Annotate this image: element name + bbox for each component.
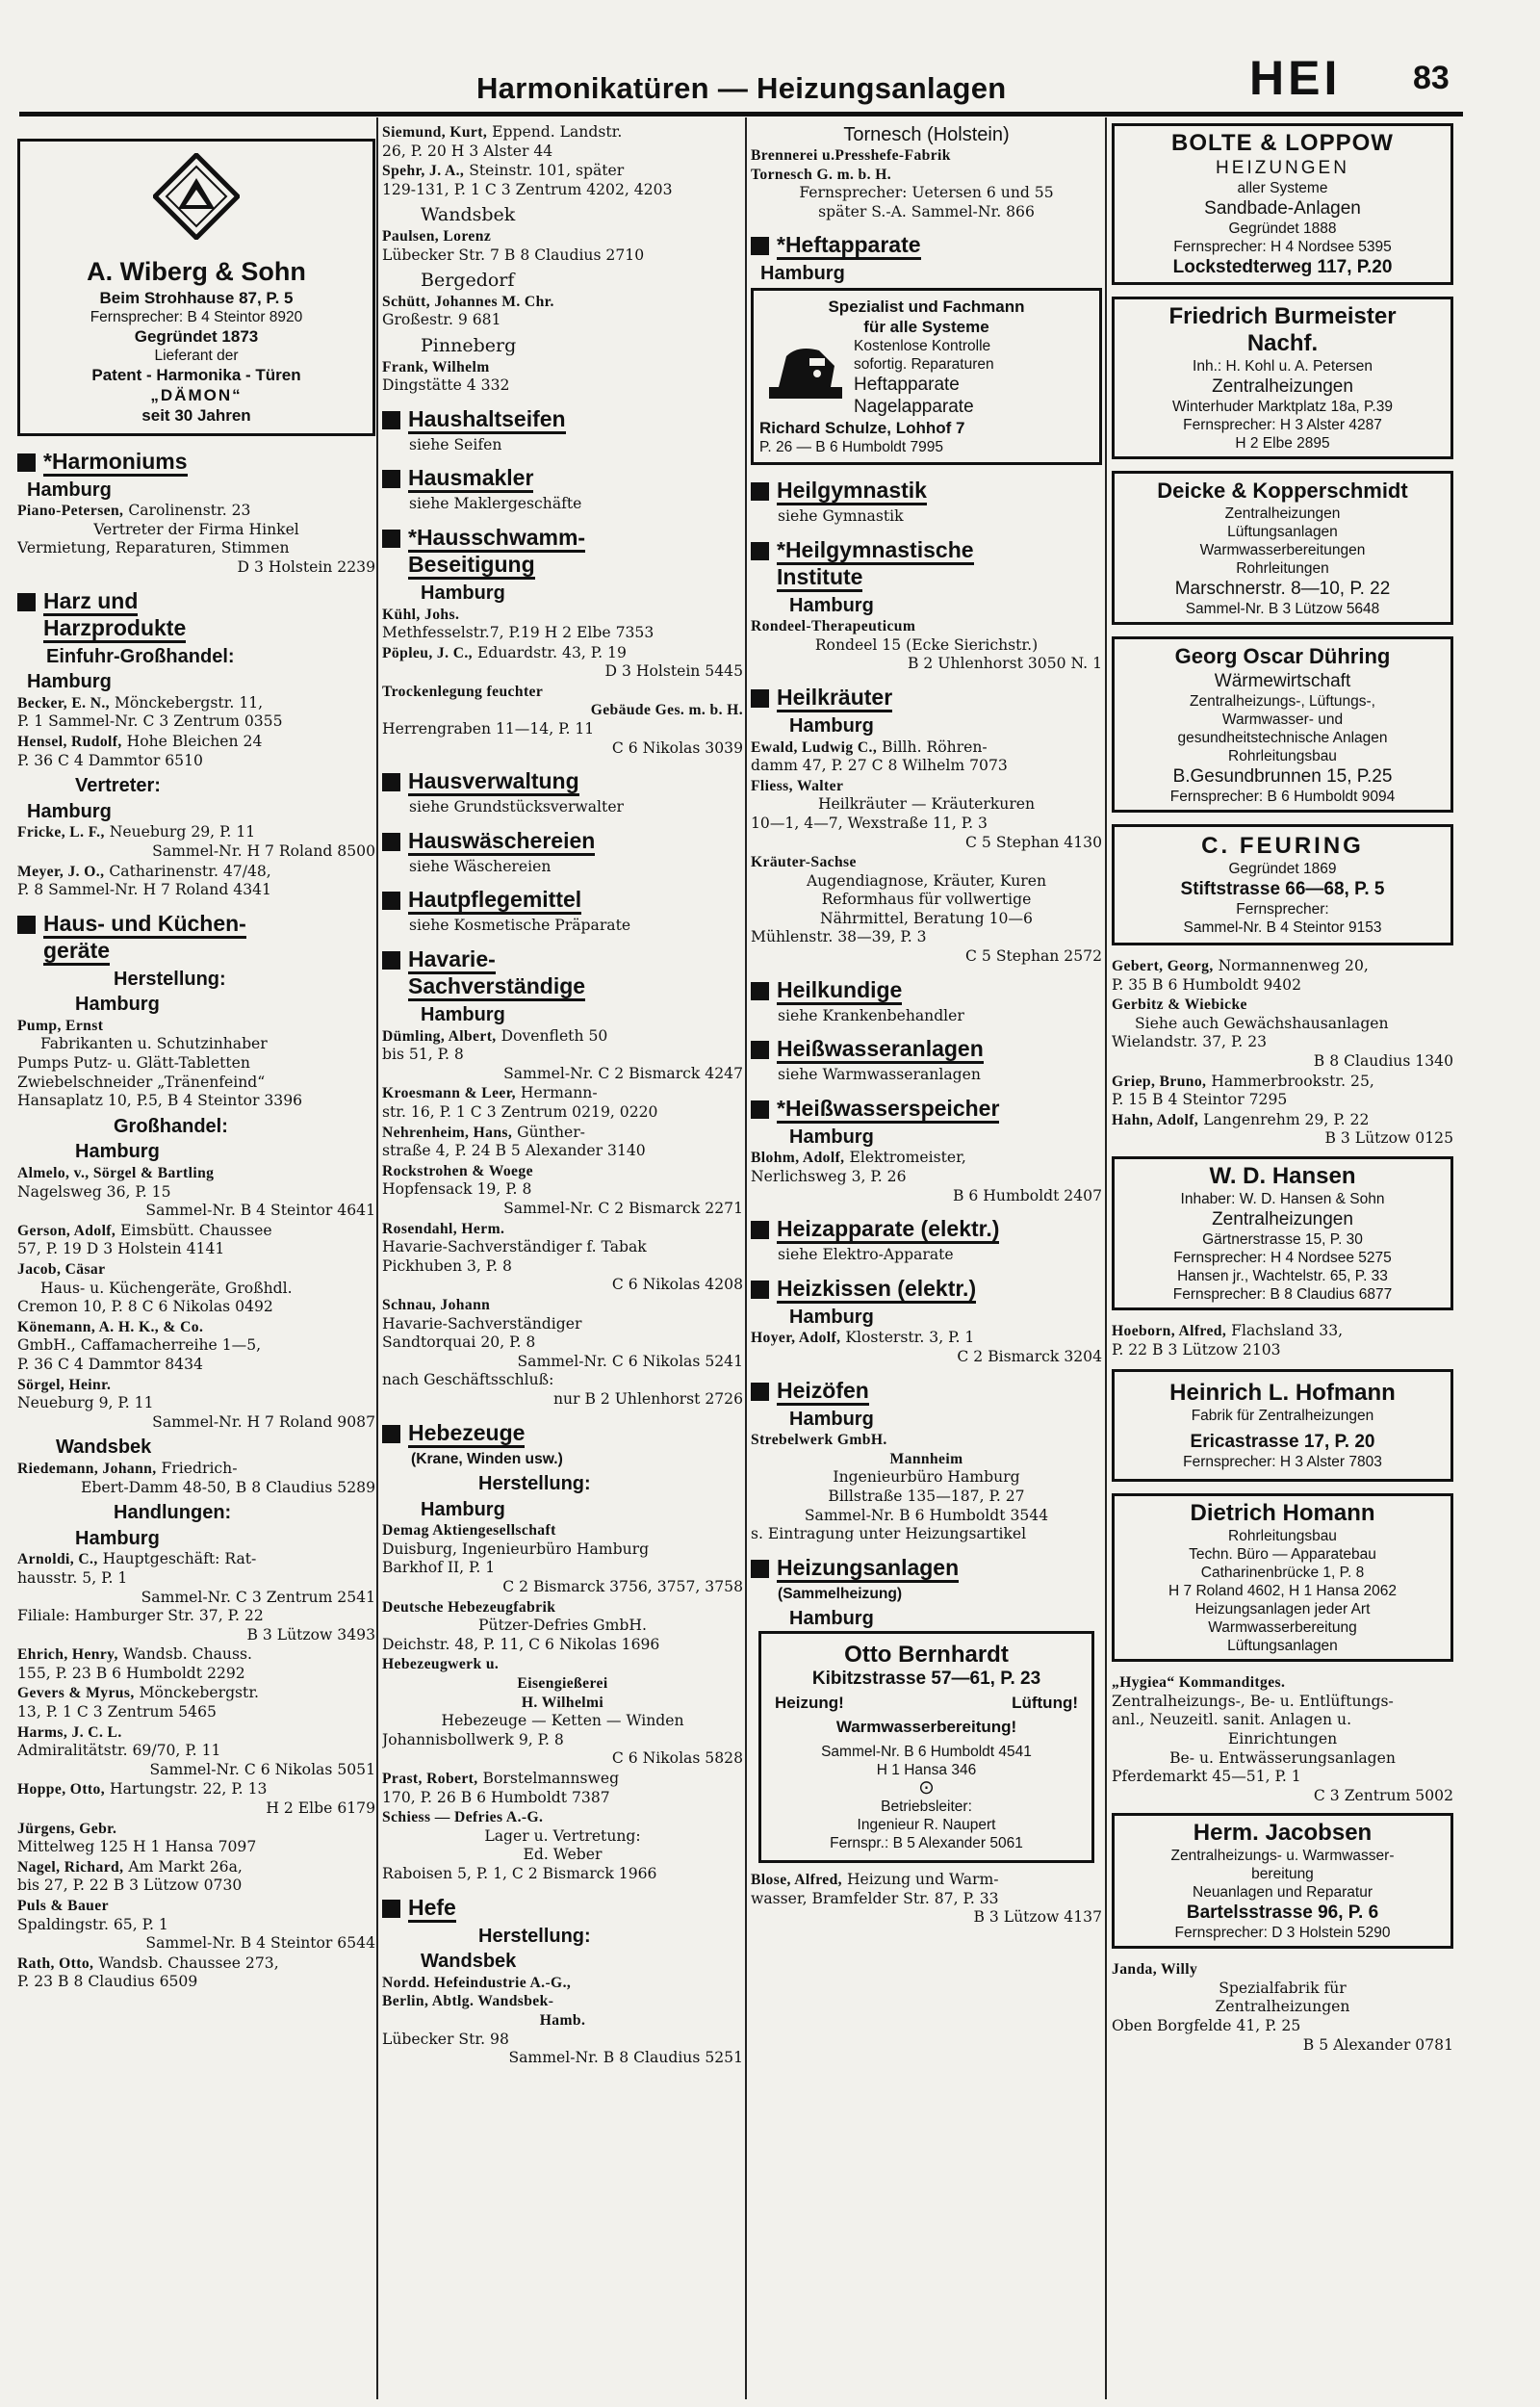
category-hebezeuge: Hebezeuge	[382, 1419, 743, 1446]
bernhardt-ad: Otto Bernhardt Kibitzstrasse 57—61, P. 23 Heizung! Lüftung! Warmwasserbereitung! Sammel-Nr. B 6 Humboldt 4541 H 1 Hansa 346 ⊙ Betriebsleiter: Ingenieur R. Naupert Fernspr.: B 5 Alexander 5061	[758, 1631, 1094, 1863]
category-hautpflegemittel: Hautpflegemittel	[382, 886, 743, 913]
category-heizungsanlagen: Heizungsanlagen	[751, 1554, 1102, 1581]
list-item: Nehrenheim, Hans, Günther- straße 4, P. 24 B 5 Alexander 3140	[382, 1123, 646, 1160]
list-item: Pöpleu, J. C., Eduardstr. 43, P. 19 D 3 Holstein 5445	[382, 643, 743, 681]
list-item: Strebelwerk GmbH. Mannheim Ingenieurbüro Hamburg Billstraße 135—187, P. 27 Sammel-Nr. B 6 Humboldt 3544 s. Eintragung unter Heizungsartikel	[751, 1432, 1049, 1543]
category-hausverwaltung: Hausverwaltung	[382, 767, 743, 794]
category-harz: Harz und Harzprodukte	[17, 587, 375, 641]
category-heilkraeuter: Heilkräuter	[751, 684, 1102, 711]
list-item: Puls & Bauer Spaldingstr. 65, P. 1 Sammel-Nr. B 4 Steintor 6544	[17, 1898, 375, 1953]
list-item: Hoyer, Adolf, Klosterstr. 3, P. 1 C 2 Bismarck 3204	[751, 1329, 1102, 1365]
list-item: Meyer, J. O., Catharinenstr. 47/48, P. 8 Sammel-Nr. H 7 Roland 4341	[17, 862, 271, 899]
list-item: Gerson, Adolf, Eimsbütt. Chaussee 57, P. 19 D 3 Holstein 4141	[17, 1221, 272, 1258]
category-haushaltseifen: Haushaltseifen	[382, 405, 743, 432]
list-item: Kräuter-Sachse Augendiagnose, Kräuter, Kuren Reformhaus für vollwertige Nährmittel, Beratung 10—6 Mühlenstr. 38—39, P. 3 C 5 Stephan 2572	[751, 854, 1102, 966]
hansen-ad: W. D. Hansen Inhaber: W. D. Hansen & Sohn Zentralheizungen Gärtnerstrasse 15, P. 30 Fernsprecher: H 4 Nordsee 5275 Hansen jr., Wachtelstr. 65, P. 33 Fernsprecher: B 8 Claudius 6877	[1112, 1156, 1453, 1310]
list-item: Hebezeugwerk u. Eisengießerei H. Wilhelmi Hebezeuge — Ketten — Winden Johannisbollwerk 9, P. 8 C 6 Nikolas 5828	[382, 1656, 743, 1768]
list-item: Almelo, v., Sörgel & Bartling Nagelsweg 36, P. 15 Sammel-Nr. B 4 Steintor 4641	[17, 1165, 375, 1220]
list-item: Nordd. Hefeindustrie A.-G., Berlin, Abtlg. Wandsbek- Hamb. Lübecker Str. 98 Sammel-Nr. B 8 Claudius 5251	[382, 1974, 743, 2067]
list-item: Griep, Bruno, Hammerbrookstr. 25, P. 15 B 4 Steintor 7295	[1112, 1072, 1374, 1109]
list-item: „Hygiea“ Kommanditges. Zentralheizungs-, Be- u. Entlüftungs- anl., Neuzeitl. sanit. Anlagen u. Einrichtungen Be- u. Entwässerungsanlagen Pferdemarkt 45—51, P. 1 C 3 Zentrum 5002	[1112, 1674, 1453, 1804]
column-1: A. Wiberg & Sohn Beim Strohhause 87, P. 5 Fernsprecher: B 4 Steintor 8920 Gegründet 1873 Lieferant der Patent - Harmonika - Türen „DÄMON“ seit 30 Jahren *Harmoniums Hamburg Piano-Petersen, Carolinenstr. 23 Vertreter der Firma Hinkel Vermietung, Reparaturen, Stimmen D 3 Holstein 2239 Harz und Harzprodukte Einfuhr-Großhandel: Hamburg Becker, E. N., Mönckebergstr. 11, P. 1 Sammel-Nr. C 3 Zentrum 0355 Hensel, Rudolf, Hohe Bleichen 24 P. 36 C 4 Dammtor 6510 Vertreter: Hamburg Fricke, L. F., Neueburg 29, P. 11 Sammel-Nr. H 7 Roland 8500 Meyer, J. O., Catharinenstr. 47/48, P. 8 Sammel-Nr. H 7 Roland 4341 Haus- und Küchen- geräte Herstellung: Hamburg Pump, Ernst Fabrikanten u. Schutzinhaber Pumps Putz- u. Glätt-Tabletten Zwiebelschneider „Tränenfeind“ Hansaplatz 10, P.5, B 4 Steintor 3396 Großhandel: Hamburg Almelo, v., Sörgel & Bartling Nagelsweg 36, P. 15 Sammel-Nr. B 4 Steintor 4641 Gerson, Adolf, Eimsbütt. Chaussee 57, P. 19 D 3 Holstein 4141 Jacob, Cäsar Haus- u. Küchengeräte, Großhdl. Cremon 10, P. 8 C 6 Nikolas 0492 Könemann, A. H. K., & Co. GmbH., Caffamacherreihe 1—5, P. 36 C 4 Dammtor 8434 Sörgel, Heinr. Neueburg 9, P. 11 Sammel-Nr. H 7 Roland 9087 Wandsbek Riedemann, Johann, Friedrich- Ebert-Damm 48-50, B 8 Claudius 5289 Handlungen: Hamburg Arnoldi, C., Hauptgeschäft: Rat- hausstr. 5, P. 1 Sammel-Nr. C 3 Zentrum 2541 Filiale: Hamburger Str. 37, P. 22 B 3 Lützow 3493 Ehrich, Henry, Wandsb. Chauss. 155, P. 23 B 6 Humboldt 2292 Gevers & Myrus, Mönckebergstr. 13, P. 1 C 3 Zentrum 5465 Harms, J. C. L. Admiralitätstr. 69/70, P. 11 Sammel-Nr. C 6 Nikolas 5051 Hoppe, Otto, Hartungstr. 22, P. 13 H 2 Elbe 6179 Jürgens, Gebr. Mittelweg 125 H 1 Hansa 7097 Nagel, Richard, Am Markt 26a, bis 27, P. 22 B 3 Lützow 0730 Puls & Bauer Spaldingstr. 65, P. 1 Sammel-Nr. B 4 Steintor 6544 Rath, Otto, Wandsb. Chaussee 273, P. 23 B 8 Claudius 6509	[17, 123, 375, 2395]
category-heizapparate: Heizapparate (elektr.)	[751, 1215, 1102, 1242]
category-heisswasseranlagen: Heißwasseranlagen	[751, 1035, 1102, 1062]
column-divider	[376, 117, 378, 2399]
list-item: Hoppe, Otto, Hartungstr. 22, P. 13 H 2 Elbe 6179	[17, 1780, 375, 1818]
homann-ad: Dietrich Homann Rohrleitungsbau Techn. Büro — Apparatebau Catharinenbrücke 1, P. 8 H 7 Roland 4602, H 1 Hansa 2062 Heizungsanlagen jeder Art Warmwasserbereitung Lüftungsanlagen	[1112, 1493, 1453, 1662]
list-item: Rosendahl, Herm. Havarie-Sachverständiger f. Tabak Pickhuben 3, P. 8 C 6 Nikolas 4208	[382, 1220, 743, 1294]
list-item: Arnoldi, C., Hauptgeschäft: Rat- hausstr. 5, P. 1 Sammel-Nr. C 3 Zentrum 2541 Filiale: Hamburger Str. 37, P. 22 B 3 Lützow 3493	[17, 1550, 375, 1643]
category-heilgymnastische-institute: *Heilgymnastische Institute	[751, 536, 1102, 590]
list-item: Könemann, A. H. K., & Co. GmbH., Caffamacherreihe 1—5, P. 36 C 4 Dammtor 8434	[17, 1318, 262, 1373]
page-title: Harmonikatüren — Heizungsanlagen	[476, 71, 1007, 105]
list-item: Ewald, Ludwig C., Billh. Röhren- damm 47, P. 27 C 8 Wilhelm 7073	[751, 738, 1008, 775]
category-haus-kuechengeraete: Haus- und Küchen- geräte	[17, 910, 375, 964]
column-divider	[745, 117, 747, 2399]
column-4	[1112, 123, 1453, 2395]
category-heilkundige: Heilkundige	[751, 976, 1102, 1003]
category-hausschwamm: *Hausschwamm- Beseitigung	[382, 524, 743, 578]
category-heisswasserspeicher: *Heißwasserspeicher	[751, 1095, 1102, 1122]
burmeister-ad: Friedrich Burmeister Nachf. Inh.: H. Kohl u. A. Petersen Zentralheizungen Winterhuder Marktplatz 18a, P.39 Fernsprecher: H 3 Alster 4287 H 2 Elbe 2895	[1112, 297, 1453, 459]
jacobsen-ad: Herm. Jacobsen Zentralheizungs- u. Warmwasser- bereitung Neuanlagen und Reparatur Bartelsstrasse 96, P. 6 Fernsprecher: D 3 Holstein 5290	[1112, 1813, 1453, 1949]
list-item: Gebert, Georg, Normannenweg 20, P. 35 B 6 Humboldt 9402	[1112, 957, 1369, 994]
deicke-ad: Deicke & Kopperschmidt Zentralheizungen Lüftungsanlagen Warmwasserbereitungen Rohrleitungen Marschnerstr. 8—10, P. 22 Sammel-Nr. B 3 Lützow 5648	[1112, 471, 1453, 625]
list-item: Nagel, Richard, Am Markt 26a, bis 27, P. 22 B 3 Lützow 0730	[17, 1857, 243, 1895]
list-item: Dümling, Albert, Dovenfleth 50 bis 51, P. 8 Sammel-Nr. C 2 Bismarck 4247	[382, 1026, 743, 1082]
page-number: 83	[1413, 60, 1450, 96]
category-hauswaeschereien: Hauswäschereien	[382, 827, 743, 854]
category-hefe: Hefe	[382, 1894, 743, 1921]
list-item: Hoeborn, Alfred, Flachsland 33, P. 22 B 3 Lützow 2103	[1112, 1321, 1344, 1359]
list-item: Siemund, Kurt, Eppend. Landstr. 26, P. 20 H 3 Alster 44	[382, 123, 623, 160]
wiberg-ad: A. Wiberg & Sohn Beim Strohhause 87, P. 5 Fernsprecher: B 4 Steintor 8920 Gegründet 1873 Lieferant der Patent - Harmonika - Türen „DÄMON“ seit 30 Jahren	[17, 139, 375, 436]
page-header	[19, 50, 1463, 106]
list-item: Prast, Robert, Borstelmannsweg 170, P. 26 B 6 Humboldt 7387	[382, 1770, 620, 1806]
category-hausmakler: Hausmakler	[382, 464, 743, 491]
list-item: Spehr, J. A., Steinstr. 101, später 129-131, P. 1 C 3 Zentrum 4202, 4203	[382, 162, 673, 198]
list-item: Fliess, Walter Heilkräuter — Kräuterkuren 10—1, 4—7, Wexstraße 11, P. 3 C 5 Stephan 4130	[751, 777, 1102, 851]
list-item: Kühl, Johs. Methfesselstr.7, P.19 H 2 Elbe 7353	[382, 606, 654, 642]
feuring-ad: C. FEURING Gegründet 1869 Stiftstrasse 66—68, P. 5 Fernsprecher: Sammel-Nr. B 4 Steintor 9153	[1112, 824, 1453, 945]
list-item: Gerbitz & Wiebicke Siehe auch Gewächshausanlagen Wielandstr. 37, P. 23 B 8 Claudius 1340	[1112, 996, 1453, 1070]
list-item: Kroesmann & Leer, Hermann- str. 16, P. 1 C 3 Zentrum 0219, 0220	[382, 1084, 658, 1121]
list-item: Jürgens, Gebr. Mittelweg 125 H 1 Hansa 7097	[17, 1820, 257, 1856]
list-item: Hahn, Adolf, Langenrehm 29, P. 22 B 3 Lützow 0125	[1112, 1110, 1453, 1148]
list-item: Harms, J. C. L. Admiralitätstr. 69/70, P. 11 Sammel-Nr. C 6 Nikolas 5051	[17, 1723, 375, 1778]
schulze-ad: Spezialist und Fachmann für alle Systeme Kostenlose Kontrolle sofortig. Reparaturen Heftapparate Nagelapparate Richard Schulze, Lohhof 7 P. 26 — B 6 Humboldt 7995	[751, 288, 1102, 465]
bernhardt-firm: Otto Bernhardt	[844, 1641, 1009, 1668]
list-item: Schiess — Defries A.-G. Lager u. Vertretung: Ed. Weber Raboisen 5, P. 1, C 2 Bismarck 1966	[382, 1809, 657, 1882]
list-item: Rondeel-Therapeuticum Rondeel 15 (Ecke Sierichstr.) B 2 Uhlenhorst 3050 N. 1	[751, 618, 1102, 673]
duehring-ad: Georg Oscar Dühring Wärmewirtschaft Zentralheizungs-, Lüftungs-, Warmwasser- und gesundheitstechnische Anlagen Rohrleitungsbau B.Gesundbrunnen 15, P.25 Fernsprecher: B 6 Humboldt 9094	[1112, 636, 1453, 813]
category-heizoefen: Heizöfen	[751, 1377, 1102, 1404]
list-item: Sörgel, Heinr. Neueburg 9, P. 11 Sammel-Nr. H 7 Roland 9087	[17, 1376, 375, 1431]
list-item: Becker, E. N., Mönckebergstr. 11, P. 1 Sammel-Nr. C 3 Zentrum 0355	[17, 693, 283, 731]
stapler-icon	[759, 337, 848, 406]
list-item: Fricke, L. F., Neueburg 29, P. 11 Sammel-Nr. H 7 Roland 8500	[17, 823, 375, 860]
list-item: Ehrich, Henry, Wandsb. Chauss. 155, P. 23 B 6 Humboldt 2292	[17, 1645, 252, 1682]
list-item: Brennerei u.Presshefe-Fabrik Tornesch G. m. b. H. Fernsprecher: Uetersen 6 und 55 später S.-A. Sammel-Nr. 866	[751, 147, 1054, 220]
list-item: Janda, Willy Spezialfabrik für Zentralheizungen Oben Borgfelde 41, P. 25 B 5 Alexander 0781	[1112, 1961, 1453, 2054]
bolte-ad: BOLTE & LOPPOW HEIZUNGEN aller Systeme Sandbade-Anlagen Gegründet 1888 Fernsprecher: H 4 Nordsee 5395 Lockstedterweg 117, P.20	[1112, 123, 1453, 285]
category-heftapparate: *Heftapparate	[751, 231, 1102, 258]
list-item: Deutsche Hebezeugfabrik Pützer-Defries GmbH. Deichstr. 48, P. 11, C 6 Nikolas 1696	[382, 1598, 660, 1653]
list-item: Rath, Otto, Wandsb. Chaussee 273, P. 23 B 8 Claudius 6509	[17, 1954, 279, 1991]
category-heilgymnastik: Heilgymnastik	[751, 477, 1102, 504]
header-rule	[19, 112, 1463, 116]
wiberg-firm: A. Wiberg & Sohn	[87, 256, 306, 286]
list-item: Schnau, Johann Havarie-Sachverständiger Sandtorquai 20, P. 8 Sammel-Nr. C 6 Nikolas 5241 nach Geschäftsschluß: nur B 2 Uhlenhorst 2726	[382, 1296, 743, 1408]
list-item: Riedemann, Johann, Friedrich- Ebert-Damm 48-50, B 8 Claudius 5289	[17, 1459, 375, 1496]
list-item: Schütt, Johannes M. Chr. Großestr. 9 681	[382, 293, 554, 329]
list-item: Pump, Ernst Fabrikanten u. Schutzinhaber Pumps Putz- u. Glätt-Tabletten Zwiebelschneider „Tränenfeind“ Hansaplatz 10, P.5, B 4 Steintor 3396	[17, 1017, 303, 1110]
list-item: Hensel, Rudolf, Hohe Bleichen 24 P. 36 C 4 Dammtor 6510	[17, 732, 263, 769]
category-heizkissen: Heizkissen (elektr.)	[751, 1275, 1102, 1302]
list-item: Jacob, Cäsar Haus- u. Küchengeräte, Großhdl. Cremon 10, P. 8 C 6 Nikolas 0492	[17, 1261, 293, 1316]
column-3: Tornesch (Holstein) Brennerei u.Presshefe-Fabrik Tornesch G. m. b. H. Fernsprecher: Uetersen 6 und 55 später S.-A. Sammel-Nr. 866 *Heftapparate Hamburg Spezialist und Fachmann für alle Systeme Kostenlose Kontrolle sofortig. Reparaturen Heftapparate Nagelapparate Richard Schulze, Lohhof 7 P. 26 — B 6 Humboldt 7995 Heilgymnastik siehe Gymnastik *Heilgymnastische Institute Hamburg Rondeel-Therapeuticum Rondeel 15 (Ecke Sierichstr.) B 2 Uhlenhorst 3050 N. 1 Heilkräuter Hamburg Ewald, Ludwig C., Billh. Röhren- damm 47, P. 27 C 8 Wilhelm 7073 Fliess, Walter Heilkräuter — Kräuterkuren 10—1, 4—7, Wexstraße 11, P. 3 C 5 Stephan 4130 Kräuter-Sachse Augendiagnose, Kräuter, Kuren Reformhaus für vollwertige Nährmittel, Beratung 10—6 Mühlenstr. 38—39, P. 3 C 5 Stephan 2572 Heilkundige siehe Krankenbehandler Heißwasseranlagen siehe Warmwasseranlagen *Heißwasserspeicher Hamburg Blohm, Adolf, Elektromeister, Nerlichsweg 3, P. 26 B 6 Humboldt 2407 Heizapparate (elektr.) siehe Elektro-Apparate Heizkissen (elektr.) Hamburg Hoyer, Adolf, Klosterstr. 3, P. 1 C 2 Bismarck 3204 Heizöfen Hamburg Strebelwerk GmbH. Mannheim Ingenieurbüro Hamburg Billstraße 135—187, P. 27 Sammel-Nr. B 6 Humboldt 3544 s. Eintragung unter Heizungsartikel Heizungsanlagen (Sammelheizung) Hamburg Otto Bernhardt Kibitzstrasse 57—61, P. 23 Heizung! Lüftung! Warmwasserbereitung! Sammel-Nr. B 6 Humboldt 4541 H 1 Hansa 346 ⊙ Betriebsleiter: Ingenieur R. Naupert Fernspr.: B 5 Alexander 5061 Blose, Alfred, Heizung und Warm- wasser, Bramfelder Str. 87, P. 33 B 3 Lützow 4137	[751, 124, 1102, 1927]
list-item: Blose, Alfred, Heizung und Warm- wasser, Bramfelder Str. 87, P. 33 B 3 Lützow 4137	[751, 1870, 1102, 1927]
list-item: Rockstrohen & Woege Hopfensack 19, P. 8 Sammel-Nr. C 2 Bismarck 2271	[382, 1162, 743, 1217]
category-harmoniums: *Harmoniums	[17, 448, 375, 475]
wiberg-logo-icon	[153, 153, 240, 240]
list-item: Trockenlegung feuchter Gebäude Ges. m. b. H. Herrengraben 11—14, P. 11 C 6 Nikolas 3039	[382, 683, 743, 757]
list-item: Demag Aktiengesellschaft Duisburg, Ingenieurbüro Hamburg Barkhof II, P. 1 C 2 Bismarck 3756, 3757, 3758	[382, 1522, 743, 1596]
list-item: Gevers & Myrus, Mönckebergstr. 13, P. 1 C 3 Zentrum 5465	[17, 1684, 260, 1721]
column-2: Siemund, Kurt, Eppend. Landstr. 26, P. 20 H 3 Alster 44 Spehr, J. A., Steinstr. 101, später 129-131, P. 1 C 3 Zentrum 4202, 4203 Wandsbek Paulsen, Lorenz Lübecker Str. 7 B 8 Claudius 2710 Bergedorf Schütt, Johannes M. Chr. Großestr. 9 681 Pinneberg Frank, Wilhelm Dingstätte 4 332 Haushaltseifen siehe Seifen Hausmakler siehe Maklergeschäfte *Hausschwamm- Beseitigung Hamburg Kühl, Johs. Methfesselstr.7, P.19 H 2 Elbe 7353 Pöpleu, J. C., Eduardstr. 43, P. 19 D 3 Holstein 5445 Trockenlegung feuchter Gebäude Ges. m. b. H. Herrengraben 11—14, P. 11 C 6 Nikolas 3039 Hausverwaltung siehe Grundstücksverwalter Hauswäschereien siehe Wäschereien Hautpflegemittel siehe Kosmetische Präparate Havarie- Sachverständige Hamburg Dümling, Albert, Dovenfleth 50 bis 51, P. 8 Sammel-Nr. C 2 Bismarck 4247 Kroesmann & Leer, Hermann- str. 16, P. 1 C 3 Zentrum 0219, 0220 Nehrenheim, Hans, Günther- straße 4, P. 24 B 5 Alexander 3140 Rockstrohen & Woege Hopfensack 19, P. 8 Sammel-Nr. C 2 Bismarck 2271 Rosendahl, Herm. Havarie-Sachverständiger f. Tabak Pickhuben 3, P. 8 C 6 Nikolas 4208 Schnau, Johann Havarie-Sachverständiger Sandtorquai 20, P. 8 Sammel-Nr. C 6 Nikolas 5241 nach Geschäftsschluß: nur B 2 Uhlenhorst 2726 Hebezeuge (Krane, Winden usw.) Herstellung: Hamburg Demag Aktiengesellschaft Duisburg, Ingenieurbüro Hamburg Barkhof II, P. 1 C 2 Bismarck 3756, 3757, 3758 Deutsche Hebezeugfabrik Pützer-Defries GmbH. Deichstr. 48, P. 11, C 6 Nikolas 1696 Hebezeugwerk u. Eisengießerei H. Wilhelmi Hebezeuge — Ketten — Winden Johannisbollwerk 9, P. 8 C 6 Nikolas 5828 Prast, Robert, Borstelmannsweg 170, P. 26 B 6 Humboldt 7387 Schiess — Defries A.-G. Lager u. Vertretung: Ed. Weber Raboisen 5, P. 1, C 2 Bismarck 1966 Hefe Herstellung: Wandsbek Nordd. Hefeindustrie A.-G., Berlin, Abtlg. Wandsbek- Hamb. Lübecker Str. 98 Sammel-Nr. B 8 Claudius 5251	[382, 123, 743, 2067]
category-havarie: Havarie- Sachverständige	[382, 945, 743, 999]
section-tag: HEI	[1249, 51, 1342, 105]
hofmann-ad: Heinrich L. Hofmann Fabrik für Zentralheizungen Ericastrasse 17, P. 20 Fernsprecher: H 3 Alster 7803	[1112, 1369, 1453, 1482]
column-divider	[1105, 117, 1107, 2399]
bullet-icon: ⊙	[918, 1776, 935, 1799]
list-item: Blohm, Adolf, Elektromeister, Nerlichsweg 3, P. 26 B 6 Humboldt 2407	[751, 1149, 1102, 1204]
list-item: Piano-Petersen, Carolinenstr. 23 Vertreter der Firma Hinkel Vermietung, Reparaturen, Stimmen D 3 Holstein 2239	[17, 502, 375, 576]
list-item: Paulsen, Lorenz Lübecker Str. 7 B 8 Claudius 2710	[382, 227, 645, 264]
list-item: Frank, Wilhelm Dingstätte 4 332	[382, 358, 510, 395]
